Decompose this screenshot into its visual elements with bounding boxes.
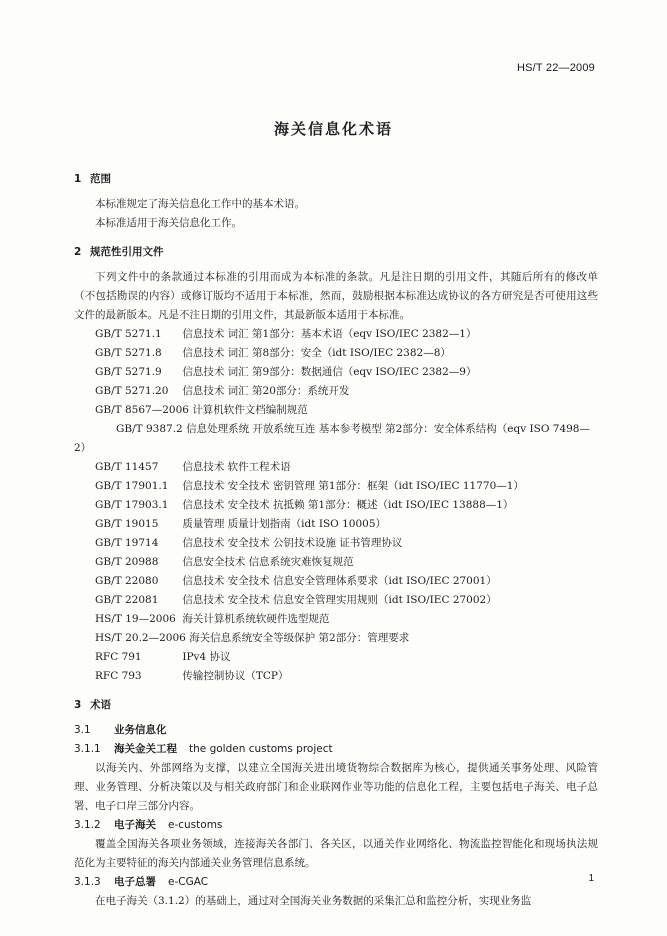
reference-code: RFC 791 — [95, 651, 142, 663]
reference-item — [95, 534, 598, 553]
reference-text: 信息技术 词汇 第20部分：系统开发 — [182, 385, 350, 397]
term-number: 3.1.1 — [74, 743, 101, 755]
paragraph: 本标准规定了海关信息化工作中的基本术语。 — [95, 198, 305, 210]
reference-item — [95, 477, 598, 496]
reference-code: GB/T 5271.8 — [95, 347, 162, 359]
reference-item — [95, 382, 598, 401]
reference-code: GB/T 20988 — [95, 556, 159, 568]
reference-item — [95, 515, 598, 534]
reference-item — [95, 363, 598, 382]
section-title: 规范性引用文件 — [90, 246, 164, 258]
term-heading — [74, 816, 598, 835]
reference-item — [95, 344, 598, 363]
reference-code: HS/T 20.2—2006 — [95, 632, 186, 644]
reference-code: HS/T 19—2006 — [95, 613, 176, 625]
reference-text: 信息技术 词汇 第9部分：数据通信（eqv ISO/IEC 2382—9） — [182, 366, 477, 378]
document-title: 海关信息化术语 — [273, 120, 393, 138]
reference-text: 传输控制协议（TCP） — [182, 670, 289, 682]
term-zh: 电子总署 — [114, 876, 156, 888]
reference-text: 信息处理系统 开放系统互连 基本参考模型 第2部分：安全体系结构（eqv ISO 7498—2） — [74, 423, 590, 454]
section-number: 1 — [74, 173, 82, 185]
section-1-heading — [74, 170, 598, 189]
standard-code: HS/T 22—2009 — [516, 62, 595, 74]
reference-item — [95, 572, 598, 591]
section-number: 3 — [74, 699, 82, 711]
document-body — [74, 170, 598, 911]
reference-code: GB/T 22080 — [95, 575, 159, 587]
section-number: 2 — [74, 246, 82, 258]
references-intro: 下列文件中的条款通过本标准的引用而成为本标准的条款。凡是注日期的引用文件，其随后所有的修改单（不包括勘误的内容）或修订版均不适用于本标准，然而，鼓励根据本标准达成协议的各方研究是否可使用这些文件的最新版本。凡是不注日期的引用文件，其最新版本适用于本标准。 — [74, 271, 598, 321]
section-title: 范围 — [90, 173, 111, 185]
term-number: 3.1.2 — [74, 819, 101, 831]
term-en: e-CGAC — [168, 876, 209, 888]
reference-text: 信息技术 词汇 第8部分：安全（idt ISO/IEC 2382—8） — [182, 347, 451, 359]
reference-item — [95, 458, 598, 477]
reference-text: 信息技术 安全技术 信息安全管理实用规则（idt ISO/IEC 27002） — [182, 594, 497, 606]
reference-text: 信息技术 安全技术 公钥技术设施 证书管理协议 — [182, 537, 403, 549]
reference-item — [74, 420, 598, 458]
reference-code: GB/T 17901.1 — [95, 480, 169, 492]
reference-text: 海关计算机系统软硬件选型规范 — [182, 613, 330, 625]
reference-text: 信息技术 词汇 第1部分：基本术语（eqv ISO/IEC 2382—1） — [182, 328, 477, 340]
reference-code: GB/T 11457 — [95, 461, 159, 473]
reference-text: IPv4 协议 — [182, 651, 231, 663]
reference-item — [95, 496, 598, 515]
section-3-heading — [74, 696, 598, 715]
term-definition: 覆盖全国海关各项业务领域，连接海关各部门、各关区，以通关作业网络化、物流监控智能化和现场执法规范化为主要特征的海关内部通关业务管理信息系统。 — [74, 838, 598, 869]
reference-code: GB/T 5271.9 — [95, 366, 162, 378]
reference-text: 海关信息系统安全等级保护 第2部分：管理要求 — [189, 632, 410, 644]
reference-item — [95, 610, 598, 629]
reference-text: 信息技术 安全技术 密钥管理 第1部分：框架（idt ISO/IEC 11770—1） — [182, 480, 524, 492]
reference-text: 信息安全技术 信息系统灾难恢复规范 — [182, 556, 354, 568]
term-heading — [74, 873, 598, 892]
reference-item — [95, 629, 598, 648]
reference-text: 信息技术 安全技术 信息安全管理体系要求（idt ISO/IEC 27001） — [182, 575, 497, 587]
reference-code: RFC 793 — [95, 670, 142, 682]
paragraph: 本标准适用于海关信息化工作。 — [95, 217, 242, 229]
section-2-heading — [74, 243, 598, 262]
reference-item — [95, 591, 598, 610]
reference-code: GB/T 22081 — [95, 594, 159, 606]
reference-code: GB/T 19015 — [95, 518, 159, 530]
page-number: 1 — [588, 873, 594, 884]
section-title: 术语 — [90, 699, 111, 711]
reference-code: GB/T 8567—2006 — [95, 404, 189, 416]
term-definition: 在电子海关（3.1.2）的基础上，通过对全国海关业务数据的采集汇总和监控分析，实现业务监 — [95, 895, 532, 907]
reference-code: GB/T 19714 — [95, 537, 159, 549]
term-definition: 以海关内、外部网络为支撑，以建立全国海关进出境货物综合数据库为核心，提供通关事务处理、风险管理、业务管理、分析决策以及与相关政府部门和企业联网作业等功能的信息化工程，主要包括电子海关、电子总署、电子口岸三部分内容。 — [74, 762, 598, 812]
term-heading — [74, 740, 598, 759]
reference-code: GB/T 9387.2 — [116, 423, 183, 435]
reference-item — [95, 553, 598, 572]
reference-item — [95, 325, 598, 344]
reference-code: GB/T 17903.1 — [95, 499, 169, 511]
subsection-3-1-heading — [74, 721, 598, 740]
term-en: the golden customs project — [189, 743, 333, 755]
reference-text: 信息技术 安全技术 抗抵赖 第1部分：概述（idt ISO/IEC 13888—1） — [182, 499, 514, 511]
reference-item — [95, 401, 598, 420]
reference-text: 计算机软件文档编制规范 — [192, 404, 308, 416]
reference-code: GB/T 5271.1 — [95, 328, 162, 340]
reference-code: GB/T 5271.20 — [95, 385, 169, 397]
subsection-number: 3.1 — [74, 724, 91, 736]
term-zh: 海关金关工程 — [114, 743, 177, 755]
term-zh: 电子海关 — [114, 819, 156, 831]
subsection-title: 业务信息化 — [114, 724, 167, 736]
term-en: e-customs — [168, 819, 223, 831]
reference-text: 质量管理 质量计划指南（idt ISO 10005） — [182, 518, 387, 530]
reference-item — [95, 667, 598, 686]
term-number: 3.1.3 — [74, 876, 101, 888]
reference-item — [95, 648, 598, 667]
reference-text: 信息技术 软件工程术语 — [182, 461, 291, 473]
